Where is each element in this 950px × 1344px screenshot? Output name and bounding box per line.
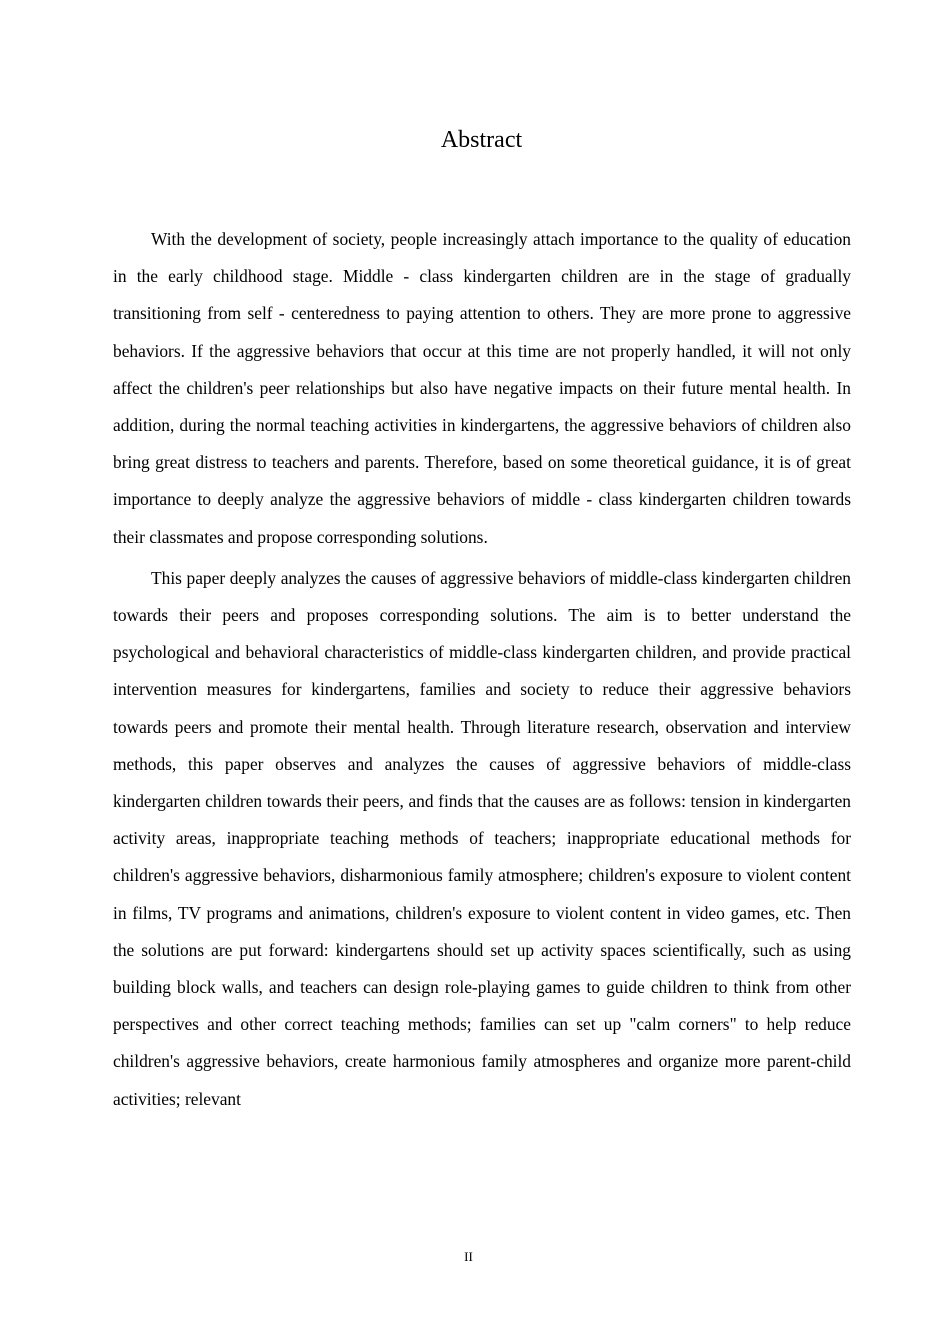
- abstract-title: Abstract: [440, 127, 523, 153]
- abstract-body: [113, 221, 851, 1122]
- abstract-paragraph-2: This paper deeply analyzes the causes of aggressive behaviors of middle-class kindergarten children towards their peers and proposes corresponding solutions. The aim is to better understand the psychological and behavioral characteristics of middle-class kindergarten children, and provide practical intervention measures for kindergartens, families and society to reduce their aggressive behaviors towards peers and promote their mental health. Through literature research, observation and interview methods, this paper observes and analyzes the causes of aggressive behaviors of middle-class kindergarten children towards their peers, and finds that the causes are as follows: tension in kindergarten activity areas, inappropriate teaching methods of teachers; inappropriate educational methods for children's aggressive behaviors, disharmonious family atmosphere; children's exposure to violent content in films, TV programs and animations, children's exposure to violent content in video games, etc. Then the solutions are put forward: kindergartens should set up activity spaces scientifically, such as using building block walls, and teachers can design role-playing games to guide children to think from other perspectives and other correct teaching methods; families can set up "calm corners" to help reduce children's aggressive behaviors, create harmonious family atmospheres and organize more parent-child activities; relevant: [113, 567, 851, 1109]
- abstract-paragraph-1: With the development of society, people increasingly attach importance to the quality of education in the early childhood stage. Middle - class kindergarten children are in the stage of gradually transitioning from self - centeredness to paying attention to others. They are more prone to aggressive behaviors. If the aggressive behaviors that occur at this time are not properly handled, it will not only affect the children's peer relationships but also have negative impacts on their future mental health. In addition, during the normal teaching activities in kindergartens, the aggressive behaviors of children also bring great distress to teachers and parents. Therefore, based on some theoretical guidance, it is of great importance to deeply analyze the aggressive behaviors of middle - class kindergarten children towards their classmates and propose corresponding solutions.: [113, 229, 851, 547]
- page-number: II: [464, 1249, 473, 1264]
